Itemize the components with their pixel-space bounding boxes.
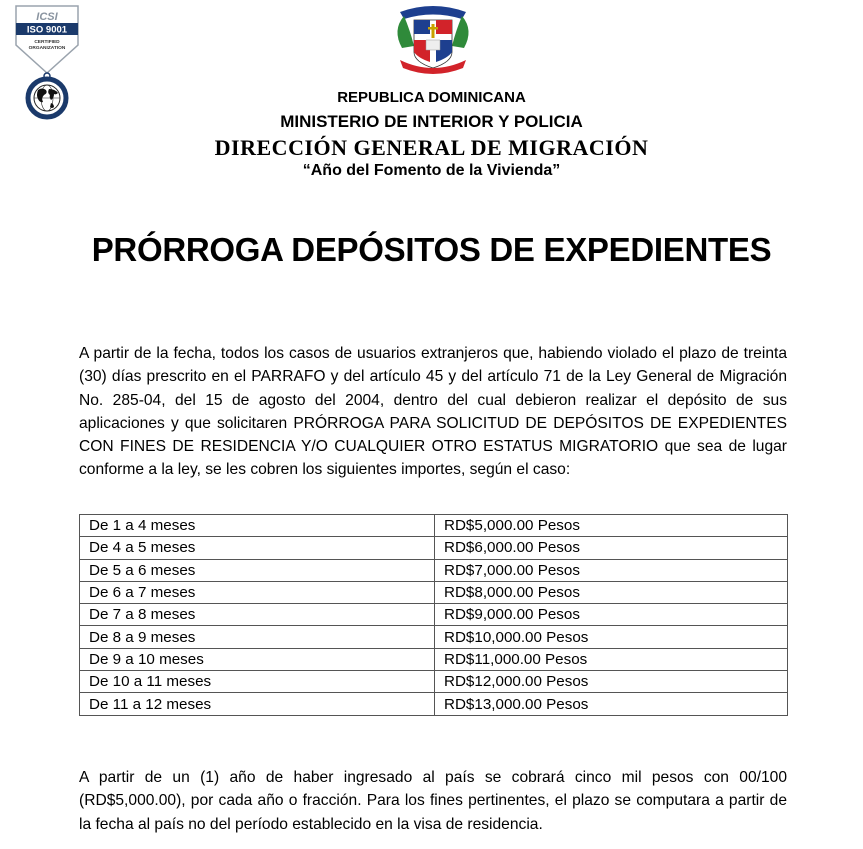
iso-organization-text: ORGANIZATION (28, 46, 66, 51)
period-cell: De 8 a 9 meses (80, 626, 435, 648)
table-row (80, 648, 788, 670)
iso-certified-text: CERTIFIED (34, 40, 60, 45)
header-country: REPUBLICA DOMINICANA (337, 89, 526, 106)
iso-brand-text: ICSI (36, 11, 58, 23)
amount-cell: RD$8,000.00 Pesos (435, 581, 788, 603)
table-row (80, 581, 788, 603)
table-row (80, 559, 788, 581)
period-cell: De 5 a 6 meses (80, 559, 435, 581)
coat-of-arms-logo (390, 2, 476, 78)
period-cell: De 9 a 10 meses (80, 648, 435, 670)
amount-cell: RD$10,000.00 Pesos (435, 626, 788, 648)
table-row (80, 604, 788, 626)
table-row (80, 537, 788, 559)
table-row (80, 626, 788, 648)
header-year-motto: “Año del Fomento de la Vivienda” (302, 162, 561, 179)
period-cell: De 6 a 7 meses (80, 581, 435, 603)
fee-table (79, 514, 788, 716)
amount-cell: RD$12,000.00 Pesos (435, 671, 788, 693)
period-cell: De 11 a 12 meses (80, 693, 435, 715)
amount-cell: RD$11,000.00 Pesos (435, 648, 788, 670)
iso-standard-text: ISO 9001 (26, 24, 68, 36)
period-cell: De 1 a 4 meses (80, 515, 435, 537)
period-cell: De 10 a 11 meses (80, 671, 435, 693)
period-cell: De 7 a 8 meses (80, 604, 435, 626)
header-ministry: MINISTERIO DE INTERIOR Y POLICIA (280, 112, 583, 131)
header-agency: DIRECCIÓN GENERAL DE MIGRACIÓN (214, 135, 649, 160)
table-row (80, 693, 788, 715)
table-row (80, 515, 788, 537)
amount-cell: RD$7,000.00 Pesos (435, 559, 788, 581)
amount-cell: RD$9,000.00 Pesos (435, 604, 788, 626)
period-cell: De 4 a 5 meses (80, 537, 435, 559)
document-title: PRÓRROGA DEPÓSITOS DE EXPEDIENTES (91, 231, 772, 268)
closing-paragraph: A partir de un (1) año de haber ingresado al país se cobrará cinco mil pesos con 00/100 (RD$5,000.00), por cada año o fracción. Para los fines pertinentes, el plazo se computara a partir de la fecha al país no del período establecido en la visa de residencia. (79, 769, 787, 833)
amount-cell: RD$13,000.00 Pesos (435, 693, 788, 715)
intro-paragraph: A partir de la fecha, todos los casos de usuarios extranjeros que, habiendo violado el plazo de treinta (30) días prescrito en el PARRAFO y del artículo 45 y del artículo 71 de la Ley General de Migración No. 285-04, del 15 de agosto del 2004, dentro del cual debieron realizar el depósito de sus aplicaciones y que solicitaren PRÓRROGA PARA SOLICITUD DE DEPÓSITOS DE EXPEDIENTES CON FINES DE RESIDENCIA Y/O CUALQUIER OTRO ESTATUS MIGRATORIO que sea de lugar conforme a la ley, se les cobren los siguientes importes, según el caso: (79, 345, 787, 479)
amount-cell: RD$5,000.00 Pesos (435, 515, 788, 537)
amount-cell: RD$6,000.00 Pesos (435, 537, 788, 559)
table-row (80, 671, 788, 693)
